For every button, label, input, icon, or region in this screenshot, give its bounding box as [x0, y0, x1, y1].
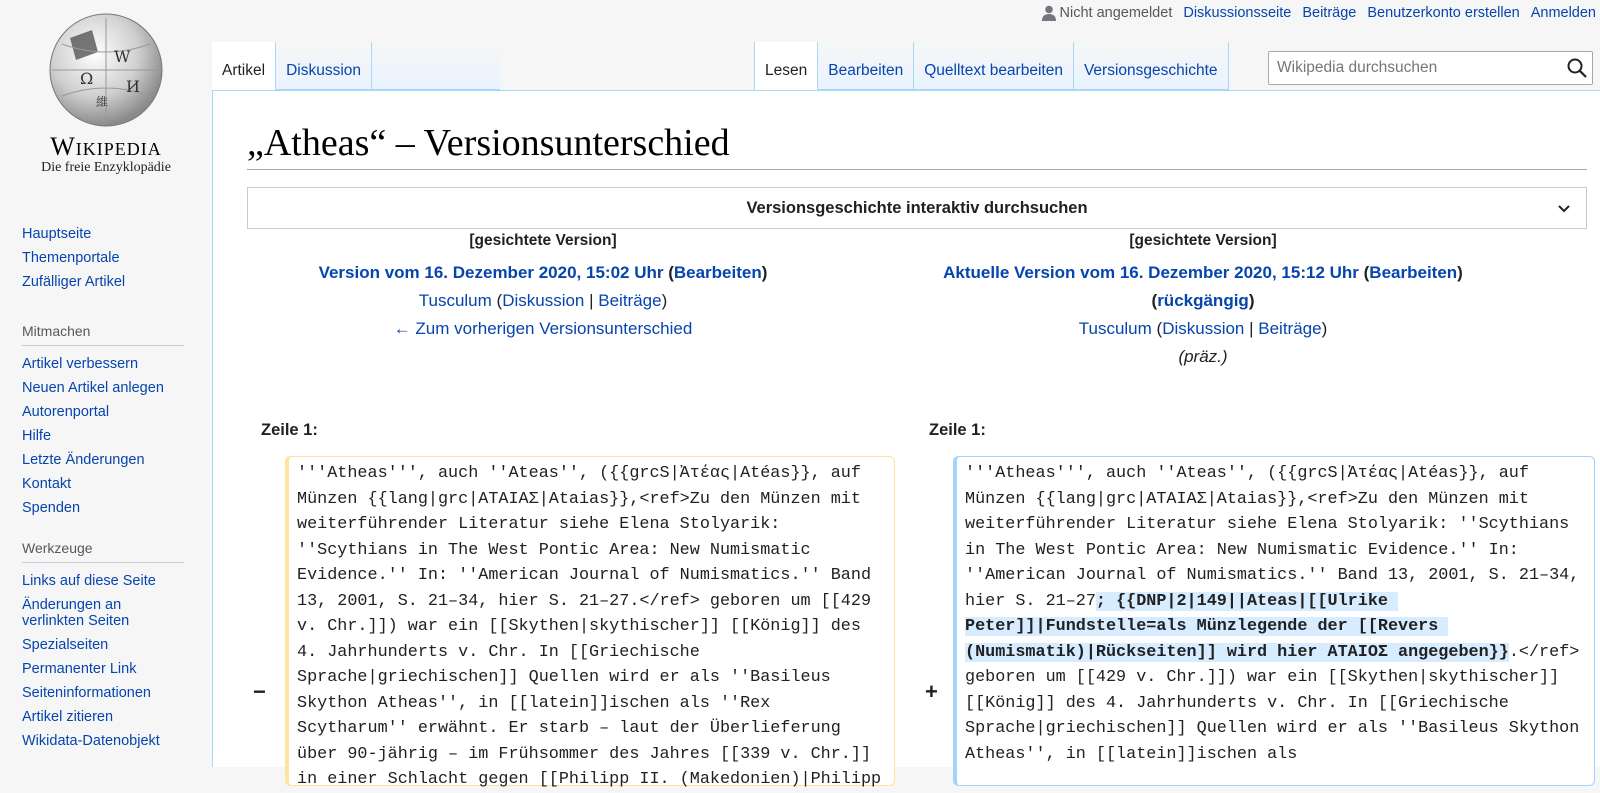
nav-item-neuen-artikel[interactable]: Neuen Artikel anlegen — [22, 380, 164, 396]
old-version-link[interactable]: Version vom 16. Dezember 2020, 15:02 Uhr — [318, 263, 664, 282]
edit-summary: (präz.) — [1178, 347, 1228, 366]
nav-item-hilfe[interactable]: Hilfe — [22, 428, 52, 444]
svg-text:W: W — [114, 47, 131, 66]
previous-diff-link[interactable]: ← Zum vorherigen Versionsunterschied — [393, 319, 693, 338]
diff-header-old: [gesichtete Version] Version vom 16. Dezember 2020, 15:02 Uhr (Bearbeiten) Tusculum (Diskussion | Beiträge) ← Zum vorherigen Versionsunterschied — [283, 231, 803, 343]
old-version-flag: [gesichtete Version] — [469, 232, 617, 249]
nav-item-hauptseite[interactable]: Hauptseite — [22, 226, 92, 242]
nav-item-links-auf-seite[interactable]: Links auf diese Seite — [22, 573, 156, 589]
new-user-contribs-link[interactable]: Beiträge — [1258, 319, 1322, 338]
tab-lesen[interactable]: Lesen — [754, 42, 818, 90]
nav-item-permanenter-link[interactable]: Permanenter Link — [22, 661, 137, 677]
svg-text:И: И — [126, 77, 140, 96]
contributions-link[interactable]: Beiträge — [1302, 5, 1357, 21]
added-marker: + — [925, 679, 938, 704]
nav-item-zufaelliger-artikel[interactable]: Zufälliger Artikel — [22, 274, 126, 290]
nav-item-aenderungen-verlinkt[interactable]: Änderungen an verlinkten Seiten — [22, 597, 130, 629]
nav-item-artikel-verbessern[interactable]: Artikel verbessern — [22, 356, 139, 372]
user-icon — [1042, 5, 1056, 21]
old-user-contribs-link[interactable]: Beiträge — [598, 291, 662, 310]
old-user-talk-link[interactable]: Diskussion — [502, 291, 585, 310]
nav-werkzeuge — [22, 540, 202, 753]
old-edit-link[interactable]: Bearbeiten — [673, 263, 762, 282]
talk-link[interactable]: Diskussionsseite — [1183, 5, 1292, 21]
user-status — [1042, 5, 1173, 21]
nav-heading-mitmachen: Mitmachen — [22, 323, 184, 346]
new-version-link[interactable]: Aktuelle Version vom 16. Dezember 2020, 15:12 Uhr — [943, 263, 1359, 282]
nav-main — [22, 222, 202, 294]
nav-item-autorenportal[interactable]: Autorenportal — [22, 404, 110, 420]
diff-context-before: '''Atheas''', auch ''Ateas'', ({{grcS|Ἀτέας|Atéas}}, auf Münzen {{lang|grc|ΑΤΑΙΑΣ|Ataias}},<ref>Zu den Münzen mit weiterführender Literatur siehe Elena Stolyarik: ''Scythians in The West Pontic Area: New Numismatic Evidence.'' In: ''American Journal of Numismatics.'' Band 13, 2001, S. 21–34, hier S. 21–27 — [965, 464, 1590, 611]
globe-icon — [40, 8, 172, 128]
tab-artikel[interactable]: Artikel — [212, 42, 276, 90]
old-user-link[interactable]: Tusculum — [418, 291, 492, 310]
nav-item-seiteninformationen[interactable]: Seiteninformationen — [22, 685, 151, 701]
wikipedia-wordmark: Wikipedia — [50, 132, 162, 161]
namespace-tabs — [212, 42, 500, 90]
page-title: „Atheas“ – Versionsunterschied — [247, 121, 1587, 170]
deleted-marker: − — [253, 679, 266, 704]
nav-item-themenportale[interactable]: Themenportale — [22, 250, 120, 266]
new-edit-link[interactable]: Bearbeiten — [1369, 263, 1458, 282]
personal-tools — [1042, 4, 1597, 22]
new-user-link[interactable]: Tusculum — [1078, 319, 1152, 338]
svg-text:維: 維 — [96, 95, 109, 109]
search-box — [1268, 51, 1593, 85]
svg-text:Ω: Ω — [80, 69, 94, 88]
chevron-down-icon — [1556, 200, 1572, 216]
new-version-flag: [gesichtete Version] — [1129, 232, 1277, 249]
view-tabs — [754, 42, 1229, 90]
tab-diskussion[interactable]: Diskussion — [276, 42, 372, 90]
diff-inserted-text: ; {{DNP|2|149||Ateas|[[Ulrike Peter]]|Fundstelle=als Münzlegende der [[Revers (Numismatik)|Rückseiten]] wird hier ΑΤΑΙΟΣ angegeben}} — [965, 591, 1509, 662]
line-number-old: Zeile 1: — [261, 421, 318, 439]
new-user-talk-link[interactable]: Diskussion — [1162, 319, 1245, 338]
tab-versionsgeschichte[interactable]: Versionsgeschichte — [1074, 42, 1229, 90]
nav-item-letzte-aenderungen[interactable]: Letzte Änderungen — [22, 452, 145, 468]
nav-heading-werkzeuge: Werkzeuge — [22, 540, 184, 563]
nav-item-kontakt[interactable]: Kontakt — [22, 476, 72, 492]
wikipedia-logo[interactable] — [20, 8, 192, 188]
search-input[interactable] — [1269, 59, 1562, 77]
tab-quelltext-bearbeiten[interactable]: Quelltext bearbeiten — [914, 42, 1074, 90]
nav-mitmachen — [22, 323, 202, 520]
nav-item-spezialseiten[interactable]: Spezialseiten — [22, 637, 109, 653]
history-search-label: Versionsgeschichte interaktiv durchsuchen — [746, 198, 1088, 217]
nav-item-spenden[interactable]: Spenden — [22, 500, 81, 516]
nav-item-wikidata[interactable]: Wikidata-Datenobjekt — [22, 733, 160, 749]
content-area — [212, 90, 1600, 789]
line-number-new: Zeile 1: — [929, 421, 986, 439]
diff-header-new: [gesichtete Version] Aktuelle Version vom 16. Dezember 2020, 15:12 Uhr (Bearbeiten) (rückgängig) Tusculum (Diskussion | Beiträge) (präz.) — [943, 231, 1463, 371]
login-link[interactable]: Anmelden — [1530, 5, 1596, 21]
sidebar — [0, 0, 212, 767]
wikipedia-tagline: Die freie Enzyklopädie — [41, 160, 171, 175]
history-search-toggle[interactable] — [247, 187, 1587, 229]
tab-bearbeiten[interactable]: Bearbeiten — [818, 42, 914, 90]
tabs-spacer — [372, 42, 500, 90]
nav-item-artikel-zitieren[interactable]: Artikel zitieren — [22, 709, 114, 725]
diff-context-after: .</ref> geboren um [[429 v. Chr.]]) war ein [[Skythen|skythischer]] [[König]] des 4. Jahrhunderts v. Chr. In [[Griechische Sprache|griechischen]] Quellen wird er als ''Basileus Skython Atheas'', in [[latein]]ischen als — [965, 642, 1590, 764]
search-icon[interactable] — [1562, 53, 1592, 83]
diff-added-line — [953, 456, 1595, 786]
diff-deleted-line: '''Atheas''', auch ''Ateas'', ({{grcS|Ἀτέας|Atéas}}, auf Münzen {{lang|grc|ΑΤΑΙΑΣ|Ataias}},<ref>Zu den Münzen mit weiterführender Literatur siehe Elena Stolyarik: ''Scythians in The West Pontic Area: New Numismatic Evidence.'' In: ''American Journal of Numismatics.'' Band 13, 2001, S. 21–34, hier S. 21–27.</ref> geboren um [[429 v. Chr.]]) war ein [[Skythen|skythischer]] [[König]] des 4. Jahrhunderts v. Chr. In [[Griechische Sprache|griechischen]] Quellen wird er als ''Basileus Skython Atheas'', in [[latein]]ischen als ''Rex Scytharum'' erwähnt. Er starb – laut der Überlieferung über 90-jährig – im Frühsommer des Jahres [[339 v. Chr.]] in einer Schlacht gegen [[Philipp II. (Makedonien)|Philipp — [285, 456, 895, 786]
not-logged-in-label: Nicht angemeldet — [1059, 5, 1173, 21]
create-account-link[interactable]: Benutzerkonto erstellen — [1367, 5, 1520, 21]
undo-link[interactable]: rückgängig — [1157, 291, 1249, 310]
